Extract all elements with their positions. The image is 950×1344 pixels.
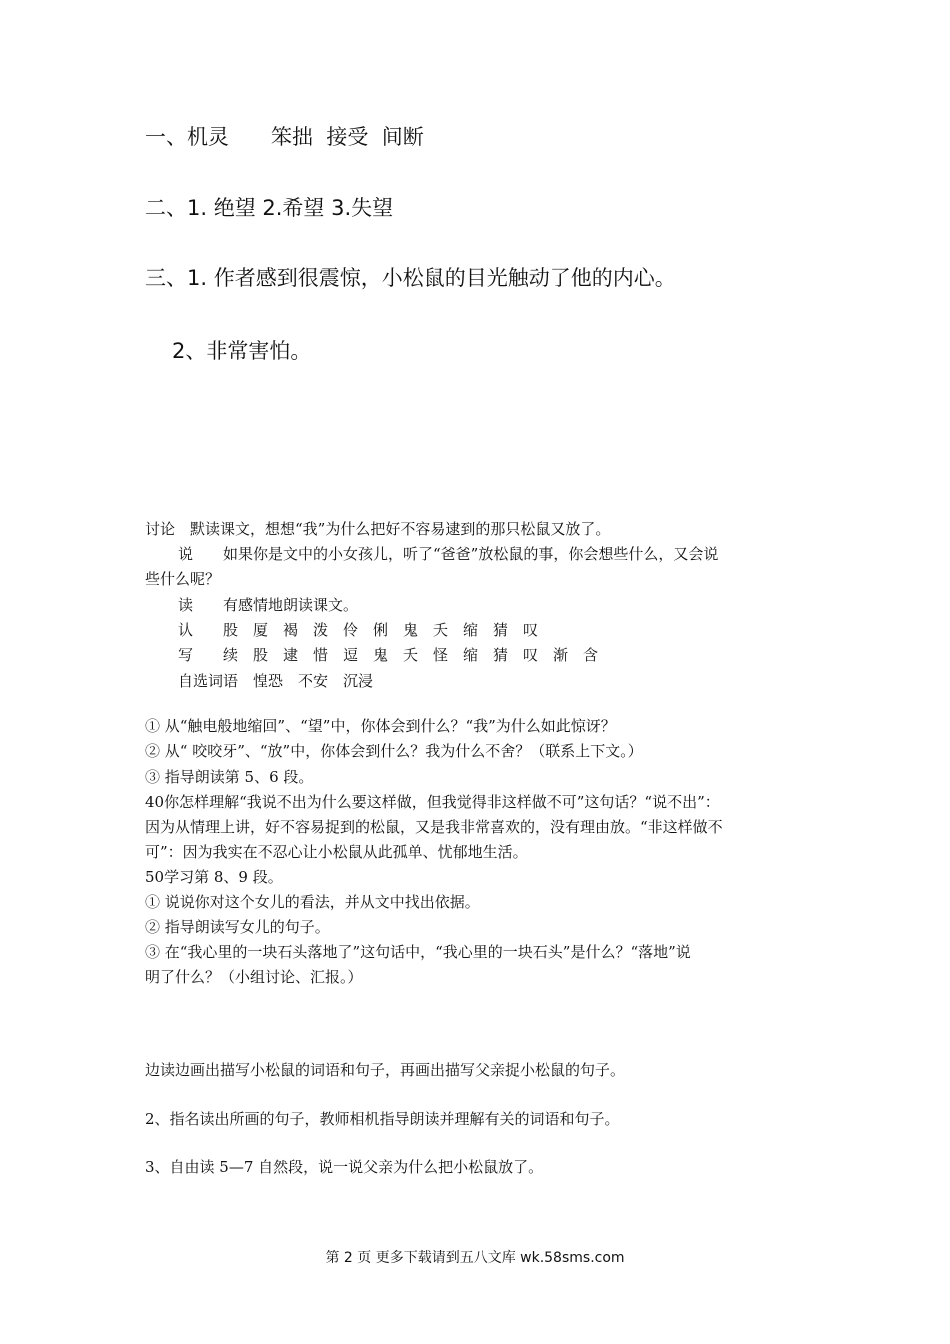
question-5: 50学习第 8、9 段。 [145, 868, 283, 886]
question-6: ① 说说你对这个女儿的看法，并从文中找出依据。 [145, 893, 480, 911]
question-7: ② 指导朗读写女儿的句子。 [145, 918, 330, 936]
activity-write-characters: 写 续 股 逮 惜 逗 鬼 夭 怪 缩 猜 叹 渐 含 [178, 646, 599, 664]
question-2: ② 从“ 咬咬牙”、“放”中，你体会到什么？我为什么不舍？（联系上下文。） [145, 742, 643, 760]
question-3: ③ 指导朗读第 5、6 段。 [145, 768, 314, 786]
activity-read: 读 有感情地朗读课文。 [178, 596, 359, 614]
activity-say-line-1: 说 如果你是文中的小女孩儿，听了“爸爸”放松鼠的事，你会想些什么，又会说 [178, 545, 719, 563]
answer-line-4: 2、非常害怕。 [172, 339, 312, 363]
answer-line-2: 二、1. 绝望 2.希望 3.失望 [145, 196, 394, 220]
question-4-line-2: 因为从情理上讲，好不容易捉到的松鼠，又是我非常喜欢的，没有理由放。“非这样做不 [145, 818, 723, 836]
question-4-line-1: 40你怎样理解“我说不出为什么要这样做，但我觉得非这样做不可”这句话？“说不出”： [145, 793, 720, 811]
activity-selected-words: 自选词语 惶恐 不安 沉浸 [178, 672, 374, 690]
question-1: ① 从“触电般地缩回”、“望”中，你体会到什么？“我”为什么如此惊讶？ [145, 717, 616, 735]
task-1: 边读边画出描写小松鼠的词语和句子，再画出描写父亲捉小松鼠的句子。 [145, 1061, 626, 1079]
activity-discuss: 讨论 默读课文，想想“我”为什么把好不容易逮到的那只松鼠又放了。 [145, 520, 611, 538]
answer-line-1: 一、机灵 笨拙 接受 间断 [145, 125, 424, 149]
page-footer: 第 2 页 更多下载请到五八文库 wk.58sms.com [325, 1250, 625, 1266]
task-2: 2、指名读出所画的句子，教师相机指导朗读并理解有关的词语和句子。 [145, 1110, 620, 1128]
question-8-line-2: 明了什么？（小组讨论、汇报。） [145, 968, 363, 986]
question-4-line-3: 可”：因为我实在不忍心让小松鼠从此孤单、忧郁地生活。 [145, 843, 528, 861]
task-3: 3、自由读 5—7 自然段，说一说父亲为什么把小松鼠放了。 [145, 1158, 544, 1176]
activity-recognize-characters: 认 股 厦 褐 泼 伶 俐 鬼 夭 缩 猜 叹 [178, 621, 539, 639]
activity-say-line-2: 些什么呢？ [145, 570, 221, 588]
answer-line-3: 三、1. 作者感到很震惊，小松鼠的目光触动了他的内心。 [145, 266, 676, 290]
question-8-line-1: ③ 在“我心里的一块石头落地了”这句话中，“我心里的一块石头”是什么？“落地”说 [145, 943, 691, 961]
